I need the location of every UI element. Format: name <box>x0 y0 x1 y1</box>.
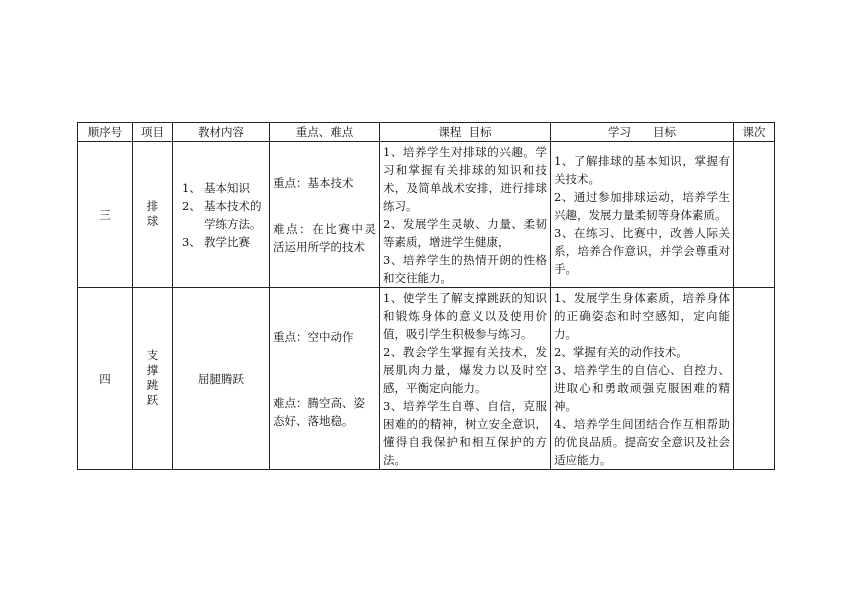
content-cell: 屈腿腾跃 <box>173 288 270 470</box>
content-cell <box>173 142 270 288</box>
course-goal: 3、培养学生的热情开朗的性格和交往能力。 <box>383 252 547 285</box>
course-goal: 2、发展学生灵敏、力量、柔韧等素质，增进学生健康， <box>383 216 547 249</box>
header-course-goals: 课程 目标 <box>380 123 551 142</box>
header-learning-goals: 学习 目标 <box>551 123 734 142</box>
course-goal: 3、培养学生自尊、自信，克服困难的的精神，树立安全意识，懂得自我保护和相互保护的方法。 <box>383 398 547 467</box>
course-goal: 1、使学生了解支撑跳跃的知识和锻炼身体的意义以及使用价值，吸引学生积极参与练习。 <box>383 290 547 341</box>
curriculum-table <box>77 122 775 470</box>
sessions-cell <box>734 142 775 288</box>
list-item: 1、 基本知识 <box>182 180 250 195</box>
header-sessions: 课次 <box>734 123 775 142</box>
header-seq: 顺序号 <box>78 123 133 142</box>
course-goals-cell <box>380 288 551 470</box>
learning-goal: 2、通过参加排球运动，培养学生兴趣，发展力量柔韧等身体素质。 <box>554 189 730 222</box>
table-row <box>78 288 775 470</box>
table-row <box>78 142 775 288</box>
key-point: 重点：空中动作 <box>273 329 354 344</box>
learning-goal: 3、培养学生的自信心、自控力、进取心和勇敢顽强克服困难的精神。 <box>554 362 730 413</box>
learning-goals-cell <box>551 288 734 470</box>
content-list <box>176 179 266 251</box>
learning-goal: 1、了解排球的基本知识，掌握有关技术。 <box>554 153 730 186</box>
course-goal: 1、培养学生对排球的兴趣。学习和掌握有关排球的知识和技术，及简单战术安排，进行排球练习。 <box>383 144 547 213</box>
header-key-points: 重点、难点 <box>270 123 380 142</box>
seq-cell: 四 <box>78 288 133 470</box>
key-points-cell <box>270 288 380 470</box>
project-cell <box>133 288 173 470</box>
difficulty-point: 难点：在比赛中灵活运用所学的技术 <box>273 221 376 254</box>
key-point: 重点：基本技术 <box>273 175 354 190</box>
seq-cell: 三 <box>78 142 133 288</box>
header-row <box>78 123 775 142</box>
learning-goal: 1、发展学生身体素质，培养身体的正确姿态和时空感知，定向能力。 <box>554 290 730 341</box>
header-content: 教材内容 <box>173 123 270 142</box>
learning-goals-cell <box>551 142 734 288</box>
difficulty-point: 难点：腾空高、姿态好、落地稳。 <box>273 395 365 428</box>
list-item: 3、 教学比赛 <box>182 234 250 249</box>
header-project: 项目 <box>133 123 173 142</box>
project-label: 排球 <box>146 199 159 228</box>
learning-goal: 4、培养学生间团结合作互相帮助的优良品质。提高安全意识及社会适应能力。 <box>554 416 730 467</box>
course-goals-cell <box>380 142 551 288</box>
learning-goal: 2、掌握有关的动作技术。 <box>554 344 688 359</box>
list-item: 2、 基本技术的学练方法。 <box>182 198 262 231</box>
project-cell <box>133 142 173 288</box>
project-label: 支撑跳跃 <box>146 348 159 407</box>
learning-goal: 3、在练习、比赛中，改善人际关系，培养合作意识，并学会尊重对手。 <box>554 225 730 276</box>
key-points-cell <box>270 142 380 288</box>
sessions-cell <box>734 288 775 470</box>
course-goal: 2、教会学生掌握有关技术，发展肌肉力量，爆发力以及时空感，平衡定向能力。 <box>383 344 547 395</box>
